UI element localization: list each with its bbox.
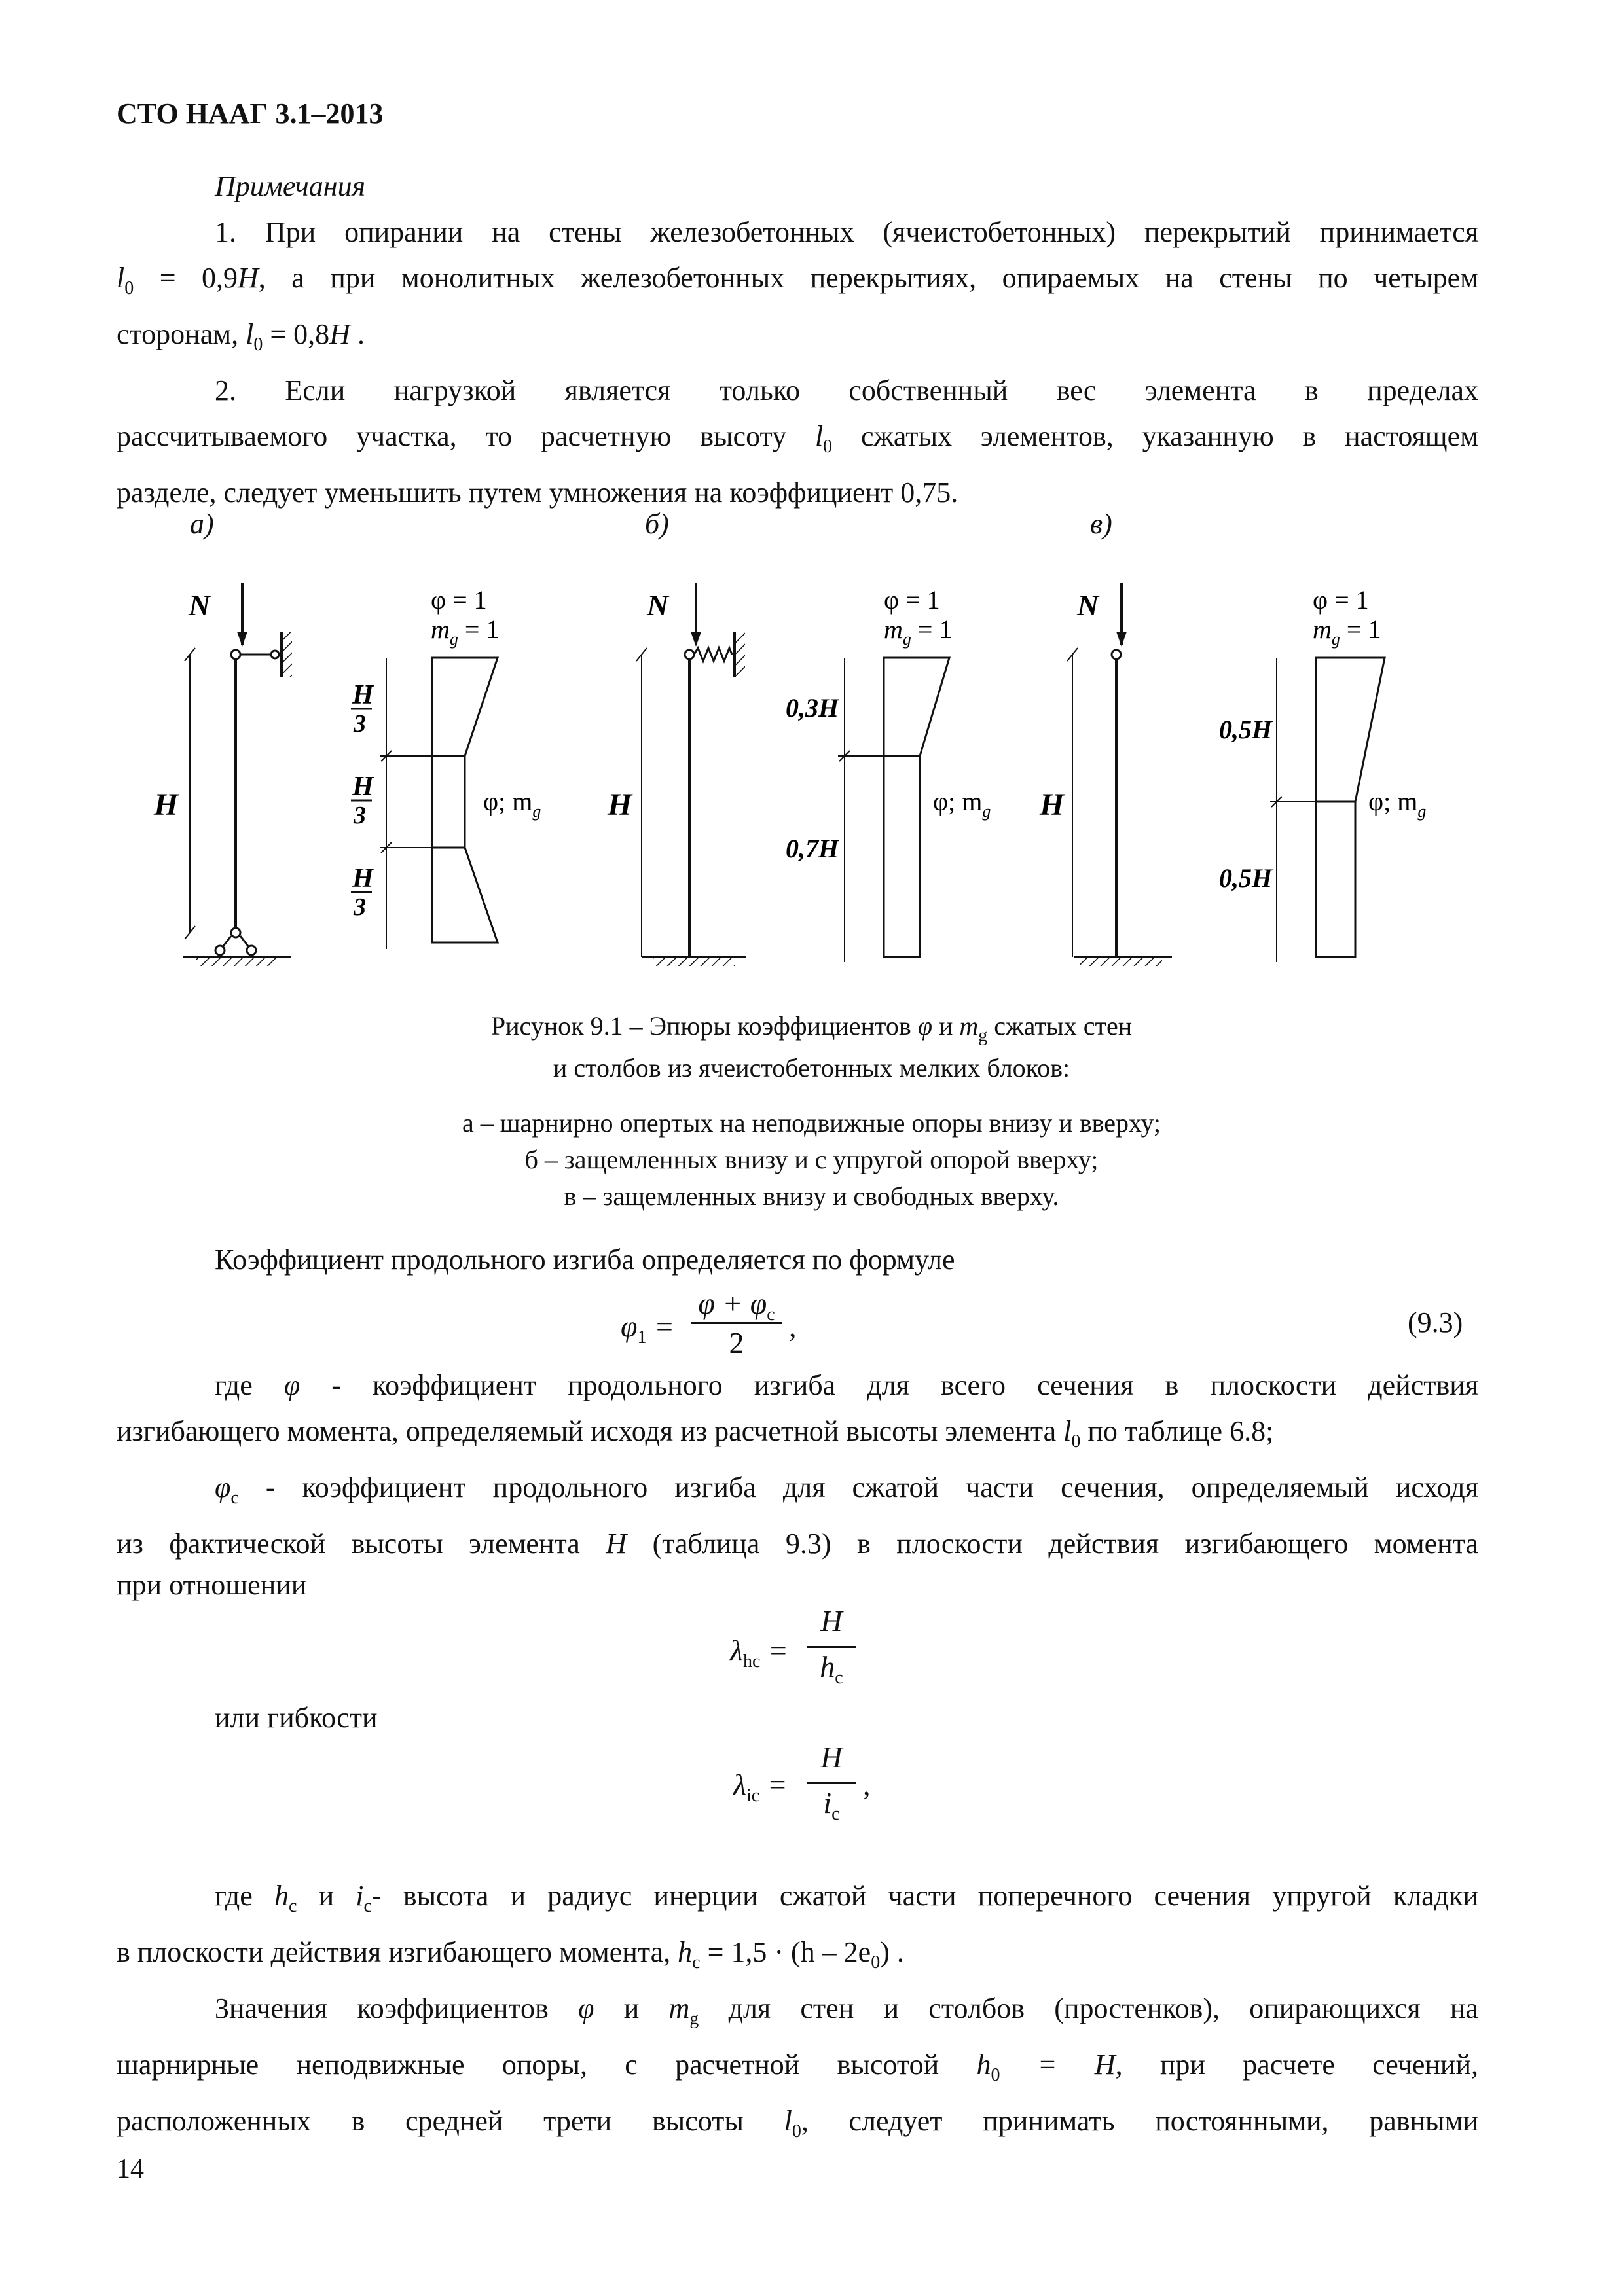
seg-label-b-top: 0,3H	[786, 693, 839, 723]
figure-caption-item-c: в – защемленных внизу и свободных вверху.	[564, 1181, 1059, 1211]
note-1-line-3: сторонам, $l_0 = 0,8H$ .	[117, 318, 365, 355]
phic-def-line-2: из фактической высоты элемента H (таблица 9.3) в плоскости действия изгибающего момента	[117, 1528, 1479, 1560]
lambda-ic-lhs: $\lambda_{ic}$ =	[733, 1768, 788, 1806]
figure-caption-item-b: б – защемленных внизу и с упругой опорой вверху;	[524, 1145, 1099, 1174]
hinge-top-b	[685, 650, 694, 659]
note-2-line-2: рассчитываемого участка, то расчетную высоту $l_0$ сжатых элементов, указанную в настоящем	[117, 420, 1478, 457]
phic-def-line-3: при отношении	[117, 1569, 307, 1601]
document-header: СТО НААГ 3.1–2013	[117, 98, 384, 130]
column-a-diagram	[351, 585, 541, 949]
pin-foot-right-a	[247, 946, 256, 955]
height-label-c: H	[1040, 787, 1065, 822]
seg-label-a-2-num: H	[352, 772, 374, 802]
lambda-hc-den: $h_c$	[820, 1650, 843, 1688]
lambda-ic-num: H	[820, 1740, 843, 1774]
seg-label-a-2-den: 3	[354, 802, 366, 829]
eq-numerator: $\varphi + \varphi_c$	[698, 1287, 775, 1325]
column-b-diagram	[786, 585, 991, 962]
seg-label-a-3-num: H	[352, 863, 374, 893]
lambda-ic-bar	[807, 1782, 856, 1784]
note-1-line-1: 1. При опирании на стены железобетонных (ячеистобетонных) перекрытий принимается	[215, 216, 1478, 248]
column-c-scheme	[1039, 583, 1172, 966]
mg-label-c: $m_g = 1$	[1313, 615, 1381, 649]
seg-label-c-top: 0,5H	[1219, 715, 1273, 744]
load-label-b: N	[647, 588, 669, 622]
lambda-hc-lhs: $\lambda_{hc}$ =	[730, 1634, 788, 1672]
hinge-wall-a	[271, 651, 279, 658]
note-1-line-2: $l_0 = 0,9H$, а при монолитных железобетонных перекрытиях, опираемых на стены по четырем	[117, 262, 1478, 298]
eq-comma: ,	[789, 1310, 797, 1343]
height-label-a: H	[154, 787, 179, 822]
lambda-ic-den: $i_c$	[823, 1786, 840, 1824]
eq-denominator: 2	[729, 1326, 744, 1359]
phi-mg-label-b: φ; $m_g$	[933, 787, 991, 821]
seg-label-a-1-num: H	[352, 680, 374, 710]
values-line-1: Значения коэффициентов φ и $m_g$ для стен и столбов (простенков), опирающихся на	[215, 1992, 1479, 2029]
paragraph-hc-ic	[117, 1873, 1478, 2155]
phic-def-line-1: $\varphi_c$ - коэффициент продольного изгиба для сжатой части сечения, определяемый исходя	[215, 1471, 1479, 1508]
seg-label-c-bottom: 0,5H	[1219, 863, 1273, 893]
column-b-scheme	[607, 583, 746, 966]
load-arrowhead-b	[691, 632, 701, 647]
figure-caption-item-a: а – шарнирно опертых на неподвижные опоры внизу и вверху;	[462, 1108, 1161, 1138]
phi-label-c: φ = 1	[1313, 585, 1369, 615]
eq-fraction-bar	[691, 1322, 782, 1324]
spring-b	[694, 648, 732, 661]
figure-caption-line-2: и столбов из ячеистобетонных мелких блоков:	[553, 1053, 1070, 1083]
wall-hatch-a	[283, 632, 292, 677]
figure-label-a: а)	[190, 508, 214, 540]
load-arrowhead-a	[237, 632, 247, 647]
mg-label-b: $m_g = 1$	[884, 615, 953, 649]
hinge-top-a	[231, 650, 240, 659]
ground-hatch-b	[653, 958, 735, 966]
figure-label-c: в)	[1090, 508, 1112, 540]
lambda-hc-bar	[807, 1646, 856, 1648]
hc-ic-line-1: где $h_c$ и $i_c-$ высота и радиус инерции сжатой части поперечного сечения упругой кладки	[215, 1880, 1478, 1916]
page-number: 14	[117, 2154, 144, 2184]
hinge-top-c	[1112, 650, 1121, 659]
note-2-line-3: разделе, следует уменьшить путем умножения на коэффициент 0,75.	[117, 476, 958, 509]
load-label-a: N	[189, 588, 211, 622]
load-arrowhead-c	[1116, 632, 1127, 647]
seg-label-a-3-den: 3	[354, 893, 366, 921]
note-2-line-1: 2. Если нагрузкой является только собственный вес элемента в пределах	[215, 374, 1478, 406]
phi-def-line-2: изгибающего момента, определяемый исходя из расчетной высоты элемента $l_0$ по таблице 6.8;	[117, 1415, 1274, 1452]
seg-label-b-bottom: 0,7H	[786, 834, 839, 863]
ground-hatch-c	[1080, 958, 1162, 966]
phi-def-line-1: где φ - коэффициент продольного изгиба для всего сечения в плоскости действия	[215, 1369, 1479, 1401]
values-line-2: шарнирные неподвижные опоры, с расчетной высотой $h_0 = H$, при расчете сечений,	[117, 2049, 1479, 2085]
eq-lhs: $\varphi_1$ =	[621, 1310, 674, 1348]
load-label-c: N	[1077, 588, 1099, 622]
lambda-hc-num: H	[820, 1604, 843, 1638]
paragraph-phi-definition	[117, 1363, 1478, 1604]
equation-number: (9.3)	[1408, 1306, 1463, 1338]
wall-hatch-b	[736, 632, 745, 677]
notes-heading: Примечания	[215, 170, 366, 202]
values-line-3: расположенных в средней трети высоты $l_0$, следует принимать постоянными, равными	[117, 2105, 1478, 2142]
paragraph-formula-intro: Коэффициент продольного изгиба определяется по формуле	[215, 1244, 955, 1276]
figure-caption-line-1: Рисунок 9.1 – Эпюры коэффициентов φ и $m_g$ сжатых стен	[490, 1011, 1133, 1046]
height-label-b: H	[608, 787, 632, 822]
column-a-scheme	[153, 583, 292, 966]
figure-label-b: б)	[645, 508, 669, 540]
mg-label-a: $m_g = 1$	[431, 615, 500, 649]
pin-foot-left-a	[215, 946, 225, 955]
ground-hatch-a	[196, 958, 278, 966]
phi-label-b: φ = 1	[884, 585, 940, 615]
hinge-bottom-a	[231, 928, 240, 937]
phi-mg-label-c: φ; $m_g$	[1368, 787, 1427, 821]
seg-label-a-1-den: 3	[354, 710, 366, 738]
phi-label-a: φ = 1	[431, 585, 487, 615]
phi-mg-label-a: φ; $m_g$	[483, 787, 541, 821]
paragraph-or-flexibility: или гибкости	[215, 1702, 378, 1734]
hc-ic-line-2: в плоскости действия изгибающего момента, $h_c = 1,5 \cdot (h - 2e_0)$ .	[117, 1936, 904, 1973]
lambda-ic-comma: ,	[863, 1768, 871, 1801]
column-c-diagram	[1219, 585, 1426, 962]
